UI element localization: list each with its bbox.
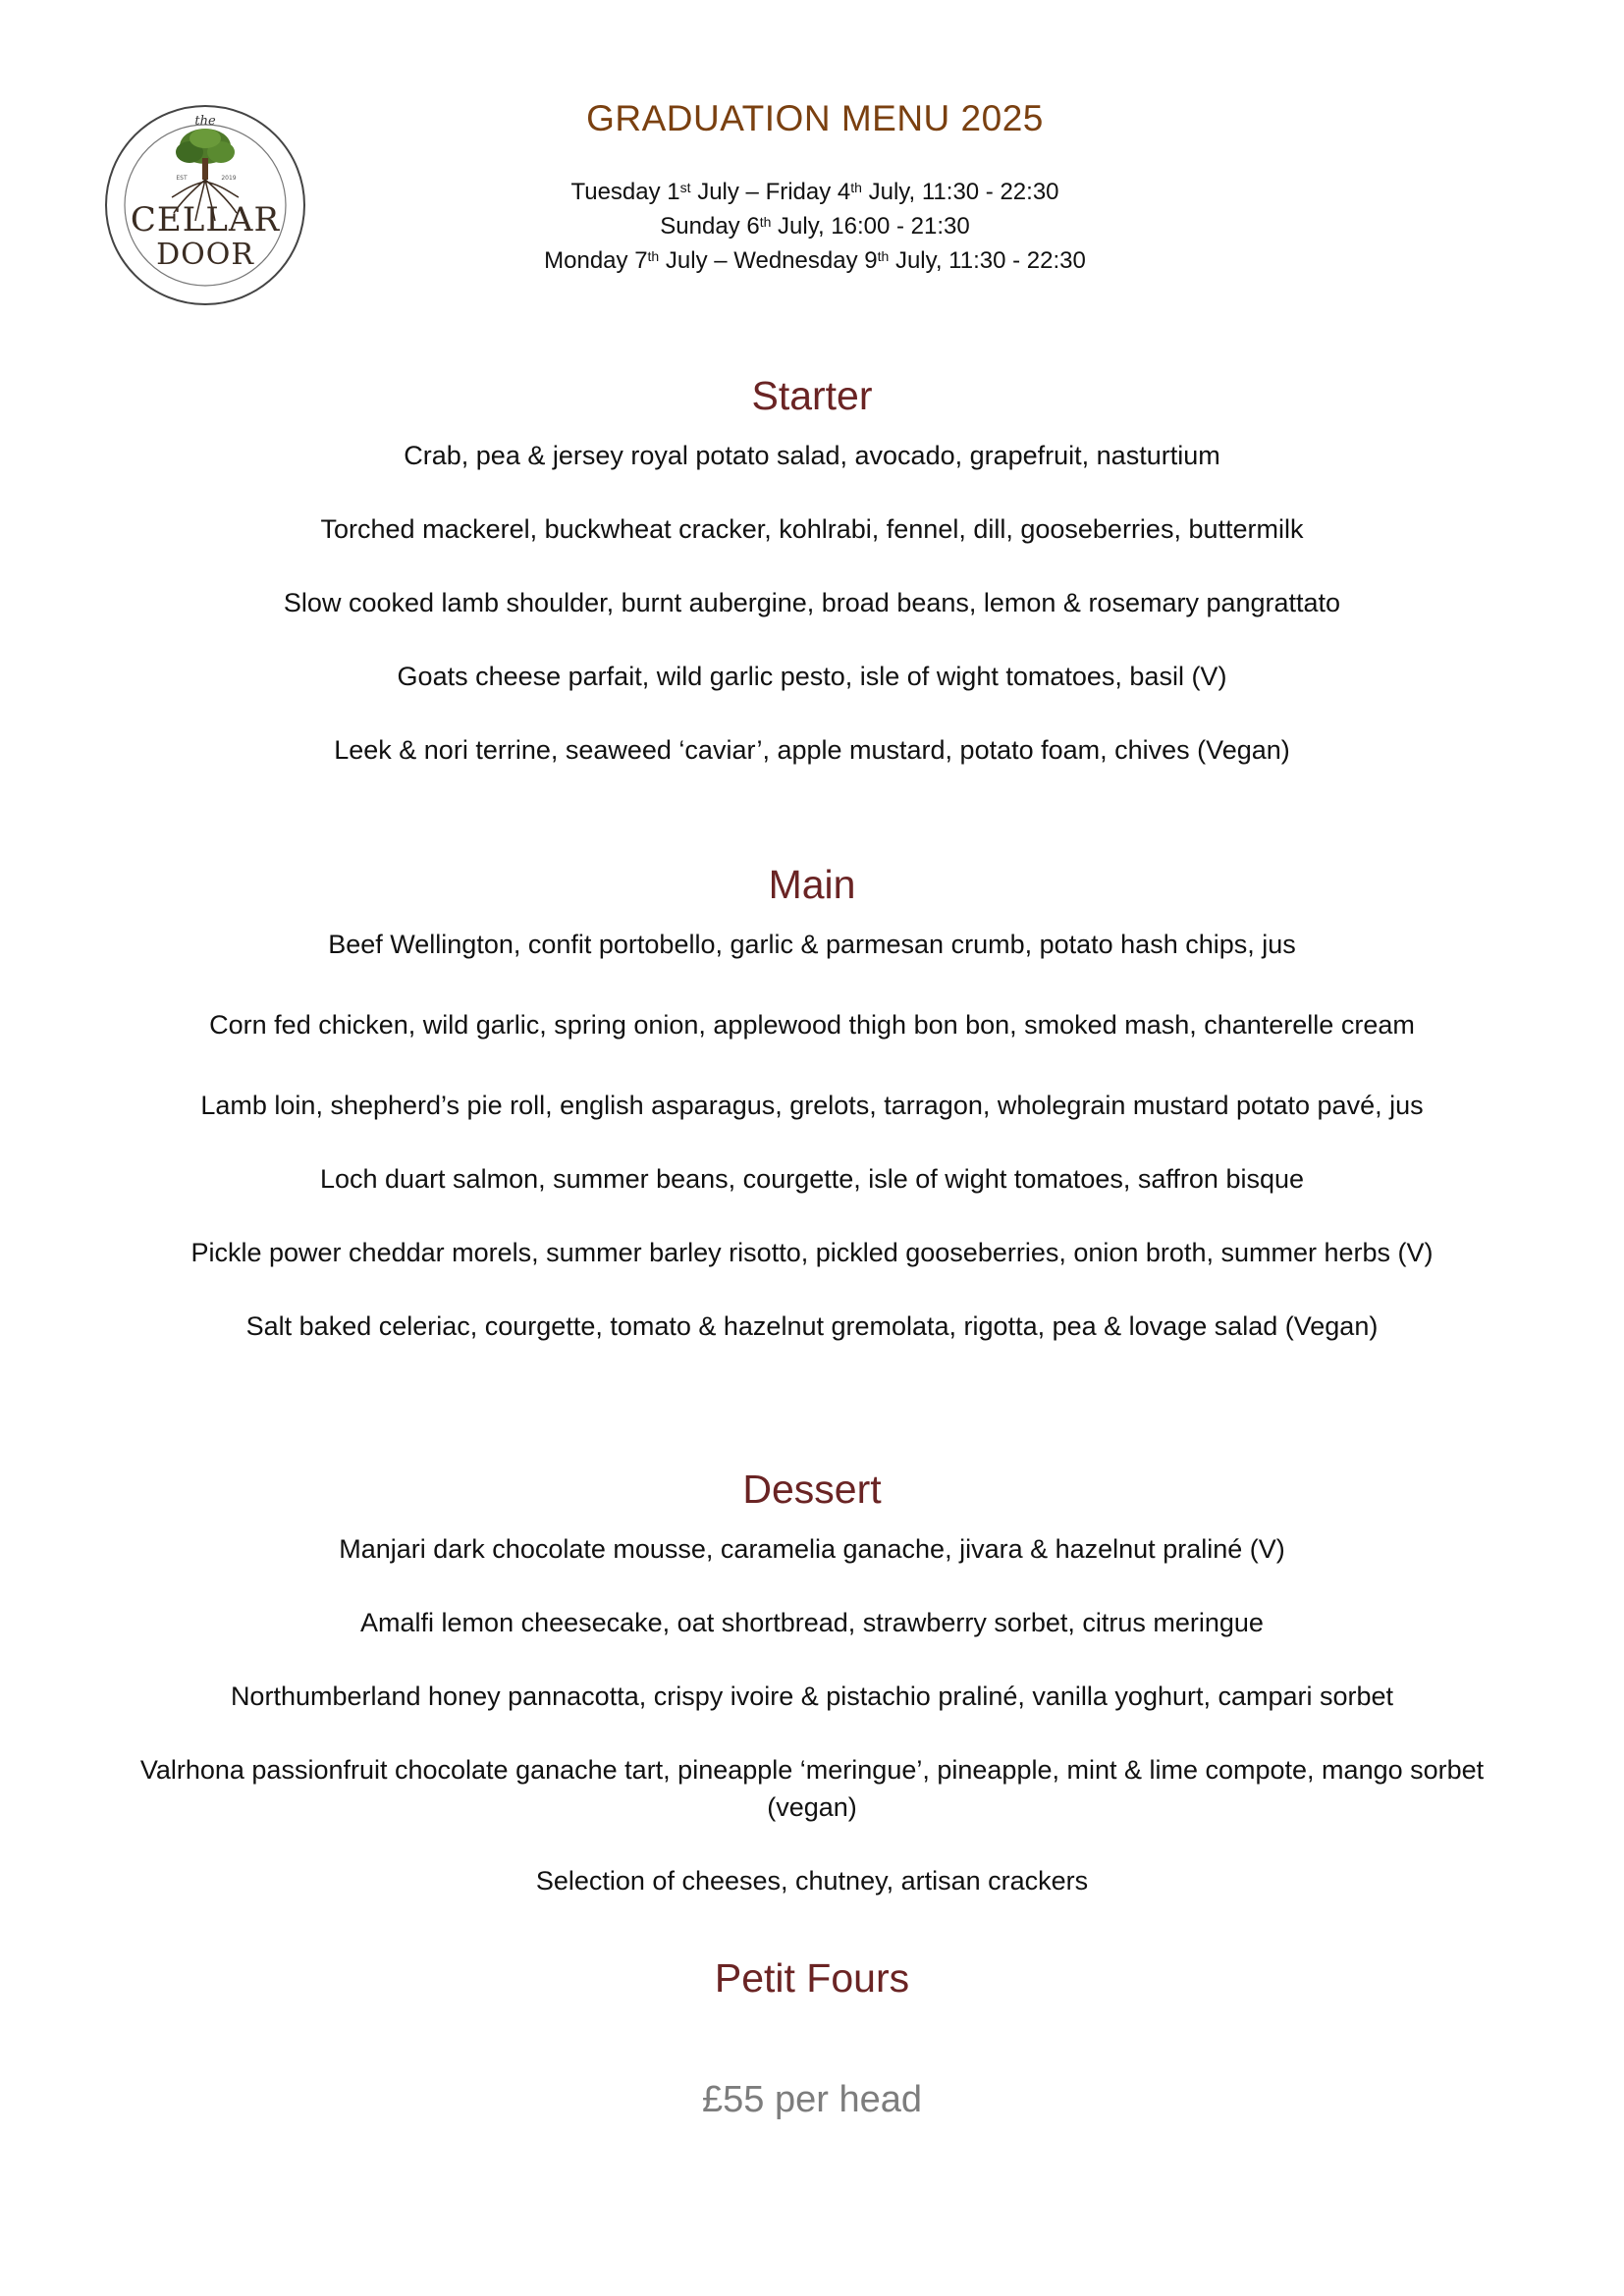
menu-item: Leek & nori terrine, seaweed ‘caviar’, apple mustard, potato foam, chives (Vegan) xyxy=(334,735,1290,765)
menu-item: Amalfi lemon cheesecake, oat shortbread, strawberry sorbet, citrus meringue xyxy=(360,1608,1264,1637)
menu-item: Beef Wellington, confit portobello, garlic & parmesan crumb, potato hash chips, jus xyxy=(328,930,1296,959)
menu-item: Torched mackerel, buckwheat cracker, kohlrabi, fennel, dill, gooseberries, buttermilk xyxy=(320,514,1304,544)
starter-title: Starter xyxy=(751,373,873,418)
logo-text-top: the xyxy=(194,114,216,129)
petit-fours-section xyxy=(79,1955,1545,2002)
date-line: Sunday 6th July, 16:00 - 21:30 xyxy=(660,213,970,240)
petit-fours-title: Petit Fours xyxy=(714,1955,910,2001)
dessert-title: Dessert xyxy=(742,1467,882,1512)
starter-section xyxy=(79,373,1545,769)
menu-item: Lamb loin, shepherd’s pie roll, english asparagus, grelots, tarragon, wholegrain mustard potato pavé, jus xyxy=(200,1091,1424,1120)
main-title: Main xyxy=(768,862,856,907)
logo-text-sub: DOOR xyxy=(156,238,254,272)
menu-item: Northumberland honey pannacotta, crispy ivoire & pistachio praliné, vanilla yoghurt, campari sorbet xyxy=(230,1682,1394,1711)
menu-item: Slow cooked lamb shoulder, burnt aubergine, broad beans, lemon & rosemary pangrattato xyxy=(283,588,1341,617)
menu-item: Pickle power cheddar morels, summer barley risotto, pickled gooseberries, onion broth, summer herbs (V) xyxy=(190,1238,1434,1267)
logo-est-right: 2019 xyxy=(221,175,237,182)
date-line: Monday 7th July – Wednesday 9th July, 11:30 - 22:30 xyxy=(544,247,1086,274)
menu-item: Corn fed chicken, wild garlic, spring onion, applewood thigh bon bon, smoked mash, chanterelle cream xyxy=(209,1010,1415,1040)
logo-est-left: EST xyxy=(176,175,188,182)
menu-header xyxy=(324,98,1306,278)
menu-title: GRADUATION MENU 2025 xyxy=(586,98,1044,138)
cellar-door-logo xyxy=(103,103,307,307)
menu-item: Manjari dark chocolate mousse, caramelia ganache, jivara & hazelnut praliné (V) xyxy=(339,1534,1285,1564)
menu-item: Goats cheese parfait, wild garlic pesto, isle of wight tomatoes, basil (V) xyxy=(397,662,1227,691)
menu-item: Salt baked celeriac, courgette, tomato & hazelnut gremolata, rigotta, pea & lovage salad (Vegan) xyxy=(245,1311,1379,1341)
date-line: Tuesday 1st July – Friday 4th July, 11:30 - 22:30 xyxy=(570,179,1059,205)
price-per-head: £55 per head xyxy=(702,2079,922,2120)
menu-item: Crab, pea & jersey royal potato salad, avocado, grapefruit, nasturtium xyxy=(404,441,1220,470)
menu-item-continued: (vegan) xyxy=(767,1792,857,1822)
dessert-section xyxy=(79,1467,1545,1899)
menu-item: Valrhona passionfruit chocolate ganache tart, pineapple ‘meringue’, pineapple, mint & lime compote, mango sorbet xyxy=(139,1755,1485,1785)
menu-item: Selection of cheeses, chutney, artisan crackers xyxy=(535,1866,1089,1896)
service-dates xyxy=(324,175,1306,278)
logo-text-main: CELLAR xyxy=(130,200,281,240)
main-section xyxy=(79,862,1545,1345)
menu-item: Loch duart salmon, summer beans, courgette, isle of wight tomatoes, saffron bisque xyxy=(319,1164,1305,1194)
